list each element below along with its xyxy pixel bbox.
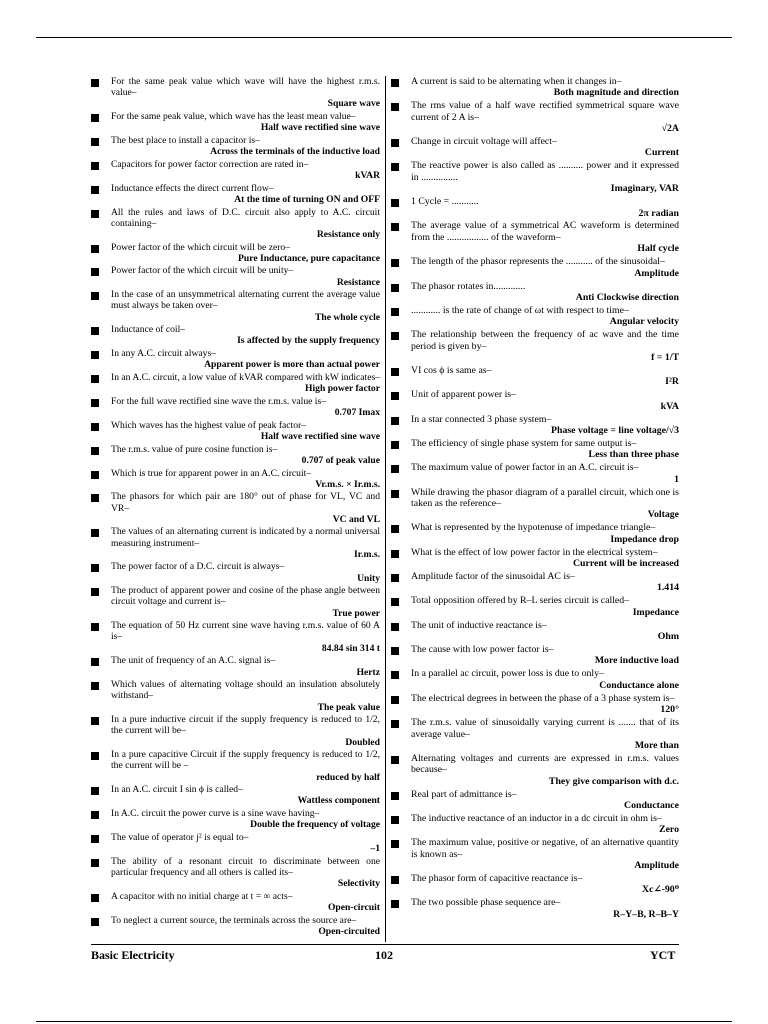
question-item (91, 526, 380, 559)
question-text: Power factor of the which circuit will be zero– (111, 241, 291, 253)
question-item (391, 196, 679, 219)
question-text: In an A.C. circuit, a low value of kVAR compared with kW indicates– (111, 372, 381, 384)
question-item (91, 784, 380, 806)
square-bullet-icon (391, 550, 399, 558)
answer-text: True power (332, 607, 380, 619)
square-bullet-icon (391, 103, 399, 111)
question-item (391, 438, 679, 461)
question-item (91, 856, 380, 889)
square-bullet-icon (391, 223, 399, 231)
question-item (91, 76, 380, 109)
answer-text: Ohm (657, 631, 679, 643)
question-text: For the same peak value, which wave has the least mean value– (111, 111, 356, 123)
answer-text: kVAR (355, 169, 380, 181)
question-item (391, 668, 679, 691)
question-text: The unit of frequency of an A.C. signal is– (111, 655, 276, 667)
question-text: Total opposition offered by R–L series circuit is called– (411, 595, 630, 607)
question-text: The maximum value of power factor in an A.C. circuit is– (411, 462, 639, 474)
question-text: The power factor of a D.C. circuit is always– (111, 561, 285, 573)
question-text: The ability of a resonant circuit to discriminate between one particular frequency and all others is called its– (111, 855, 380, 879)
footer-page-number: 102 (375, 948, 393, 962)
square-bullet-icon (391, 441, 399, 449)
question-text: Unit of apparent power is– (411, 389, 517, 401)
square-bullet-icon (91, 787, 99, 795)
square-bullet-icon (391, 525, 399, 533)
answer-text: Wattless component (297, 795, 380, 807)
question-item (91, 372, 380, 394)
question-text: In a parallel ac circuit, power loss is due to only– (411, 668, 604, 680)
question-text: The r.m.s. value of sinusoidally varying current is ....... that of its average value– (411, 717, 679, 740)
question-item (91, 832, 380, 854)
question-text: The phasor form of capacitive reactance is– (411, 872, 583, 884)
square-bullet-icon (391, 900, 399, 908)
question-item (91, 561, 380, 583)
answer-text: High power factor (305, 383, 380, 395)
question-text: In any A.C. circuit always– (111, 348, 216, 360)
answer-text: Selectivity (337, 878, 380, 890)
question-text: In A.C. circuit the power curve is a sine wave having– (111, 808, 320, 820)
answer-text: Square wave (327, 98, 380, 110)
question-item (91, 159, 380, 181)
question-text: The average value of a symmetrical AC waveform is determined from the ................. of the waveform– (411, 220, 679, 243)
question-text: For the same peak value which wave will have the highest r.m.s. value– (111, 76, 380, 99)
square-bullet-icon (91, 752, 99, 760)
answer-text: Half wave rectified sine wave (260, 122, 380, 134)
question-text: 1 Cycle = ........... (411, 196, 479, 208)
question-item (391, 789, 679, 812)
answer-text: Hertz (356, 666, 380, 678)
question-text: Which waves has the highest value of peak factor– (111, 419, 306, 431)
answer-text: –1 (370, 843, 380, 855)
question-item (91, 655, 380, 677)
question-item (391, 389, 679, 412)
square-bullet-icon (391, 417, 399, 425)
square-bullet-icon (91, 859, 99, 867)
square-bullet-icon (91, 327, 99, 335)
question-text: While drawing the phasor diagram of a parallel circuit, which one is taken as the reference– (411, 486, 679, 510)
square-bullet-icon (91, 162, 99, 170)
question-item (391, 305, 679, 328)
question-item (91, 242, 380, 264)
question-text: In a star connected 3 phase system– (411, 413, 552, 425)
question-text: In a pure capacitive Circuit if the supply frequency is reduced to 1/2, the current will be – (111, 749, 380, 772)
question-text: The efficiency of single phase system for same output is– (411, 437, 637, 449)
question-text: Which is true for apparent power in an A.C. circuit– (111, 467, 312, 479)
column-divider (385, 76, 386, 942)
answer-text: √2A (661, 123, 679, 135)
question-item (91, 679, 380, 712)
question-item (391, 329, 679, 363)
question-text: The inductive reactance of an inductor in a dc circuit in ohm is– (411, 812, 662, 824)
question-item (391, 693, 679, 716)
question-item (91, 420, 380, 442)
answer-text: More inductive load (594, 655, 679, 667)
answer-text: The whole cycle (314, 311, 380, 323)
question-item (391, 837, 679, 871)
question-item (91, 135, 380, 157)
square-bullet-icon (91, 717, 99, 725)
answer-text: Ir.m.s. (353, 548, 380, 560)
answer-text: Open-circuit (327, 902, 380, 914)
question-text: A capacitor with no initial charge at t = ∞ acts– (111, 890, 293, 902)
square-bullet-icon (391, 368, 399, 376)
square-bullet-icon (391, 696, 399, 704)
square-bullet-icon (91, 79, 99, 87)
square-bullet-icon (91, 623, 99, 631)
answer-text: Double the frequency of voltage (250, 819, 380, 831)
question-item (91, 915, 380, 937)
question-text: The rms value of a half wave rectified symmetrical square wave current of 2 A is– (411, 100, 679, 123)
question-text: What is represented by the hypotenuse of impedance triangle– (411, 522, 656, 534)
answer-text: Doubled (345, 736, 380, 748)
question-text: Inductance of coil– (111, 324, 186, 336)
answer-text: They give comparison with d.c. (548, 775, 679, 787)
square-bullet-icon (91, 375, 99, 383)
question-item (91, 183, 380, 205)
bottom-rule (36, 1021, 732, 1022)
question-item (391, 414, 679, 437)
answer-text: I²R (665, 376, 679, 388)
answer-text: More than (634, 739, 679, 751)
square-bullet-icon (91, 186, 99, 194)
answer-text: Less than three phase (588, 449, 679, 461)
question-text: What is the effect of low power factor in the electrical system– (411, 546, 658, 558)
question-item (91, 585, 380, 618)
answer-text: 84.84 sin 314 t (321, 642, 380, 654)
question-text: The cause with low power factor is– (411, 644, 554, 656)
question-text: Capacitors for power factor correction are rated in– (111, 158, 309, 170)
answer-text: At the time of turning ON and OFF (234, 193, 380, 205)
answer-text: kVA (660, 400, 679, 412)
answer-text: Vr.m.s. × Ir.m.s. (315, 478, 380, 490)
footer-book-title: Basic Electricity (91, 948, 175, 962)
question-item (91, 468, 380, 490)
question-text: The phasors for which pair are 180° out of phase for VL, VC and VR– (111, 491, 380, 514)
question-text: Real part of admittance is– (411, 788, 517, 800)
question-text: The maximum value, positive or negative, of an alternative quantity is known as– (411, 837, 679, 860)
answer-text: VC and VL (332, 513, 380, 525)
question-text: In an A.C. circuit I sin ϕ is called– (111, 784, 243, 796)
answer-text: Impedance drop (610, 533, 679, 545)
square-bullet-icon (391, 876, 399, 884)
answer-text: Voltage (647, 509, 679, 521)
square-bullet-icon (91, 471, 99, 479)
answer-text: Unity (357, 572, 380, 584)
question-text: The values of an alternating current is indicated by a normal universal measuring instrument– (111, 526, 380, 549)
question-item (391, 522, 679, 545)
top-rule (36, 37, 732, 38)
question-text: Inductance effects the direct current flow– (111, 182, 274, 194)
answer-text: Zero (659, 824, 679, 836)
square-bullet-icon (91, 835, 99, 843)
answer-text: Apparent power is more than actual power (204, 359, 380, 371)
answer-text: Amplitude (634, 860, 679, 871)
question-item (391, 571, 679, 594)
square-bullet-icon (391, 623, 399, 631)
answer-text: 0.707 Imax (334, 407, 380, 419)
question-text: The equation of 50 Hz current sine wave having r.m.s. value of 60 A is– (111, 620, 380, 643)
answer-text: f = 1/T (651, 351, 679, 363)
answer-text: R–Y–B, R–B–Y (613, 908, 679, 920)
question-item (91, 348, 380, 370)
answer-text: Is affected by the supply frequency (237, 335, 380, 347)
left-column (91, 76, 380, 939)
square-bullet-icon (91, 494, 99, 502)
square-bullet-icon (391, 647, 399, 655)
question-text: A current is said to be alternating when it changes in– (411, 76, 622, 87)
square-bullet-icon (391, 332, 399, 340)
question-text: The best place to install a capacitor is– (111, 134, 260, 146)
question-text: Which values of alternating voltage should an insulation absolutely withstand– (111, 679, 380, 702)
square-bullet-icon (391, 756, 399, 764)
question-text: Alternating voltages and currents are expressed in r.m.s. values because– (411, 752, 679, 776)
question-item (391, 620, 679, 643)
answer-text: 2π radian (638, 207, 679, 219)
answer-text: Both magnitude and direction (553, 87, 679, 99)
square-bullet-icon (91, 245, 99, 253)
question-item (91, 491, 380, 524)
question-text: The value of operator j² is equal to– (111, 832, 249, 844)
answer-text: 120° (660, 704, 679, 716)
question-item (391, 281, 679, 304)
answer-text: Angular velocity (609, 316, 679, 328)
question-text: The length of the phasor represents the ........... of the sinusoidal– (411, 256, 665, 268)
square-bullet-icon (391, 163, 399, 171)
answer-text: Pure Inductance, pure capacitance (238, 252, 380, 264)
answer-text: Impedance (632, 606, 679, 618)
square-bullet-icon (91, 811, 99, 819)
square-bullet-icon (391, 792, 399, 800)
answer-text: Conductance (624, 799, 679, 811)
question-item (391, 813, 679, 836)
answer-text: reduced by half (316, 771, 380, 783)
question-item (91, 749, 380, 782)
question-item (91, 265, 380, 287)
square-bullet-icon (391, 308, 399, 316)
square-bullet-icon (91, 588, 99, 596)
question-item (391, 100, 679, 134)
answer-text: Current will be increased (572, 558, 679, 570)
answer-text: Amplitude (634, 267, 679, 279)
footer-rule (91, 944, 679, 945)
answer-text: Resistance (336, 276, 380, 288)
right-column (391, 76, 679, 922)
question-item (391, 547, 679, 570)
question-item (391, 256, 679, 279)
question-item (391, 160, 679, 194)
question-text: Change in circuit voltage will affect– (411, 136, 557, 148)
square-bullet-icon (91, 682, 99, 690)
question-text: The unit of inductive reactance is– (411, 619, 547, 631)
answer-text: The peak value (317, 701, 380, 713)
question-item (391, 462, 679, 485)
square-bullet-icon (391, 840, 399, 848)
square-bullet-icon (391, 816, 399, 824)
question-text: In the case of an unsymmetrical alternating current the average value must always be taken over– (111, 289, 380, 312)
question-text: The relationship between the frequency of ac wave and the time period is given by– (411, 329, 679, 352)
question-item (391, 717, 679, 751)
square-bullet-icon (391, 598, 399, 606)
question-item (391, 365, 679, 388)
question-item (391, 873, 679, 896)
question-item (91, 444, 380, 466)
question-text: For the full wave rectified sine wave the r.m.s. value is– (111, 395, 326, 407)
question-text: Power factor of the which circuit will be unity– (111, 265, 294, 277)
square-bullet-icon (91, 894, 99, 902)
square-bullet-icon (391, 671, 399, 679)
square-bullet-icon (91, 268, 99, 276)
question-item (91, 714, 380, 747)
square-bullet-icon (391, 720, 399, 728)
answer-text: 1 (674, 473, 679, 485)
answer-text: Across the terminals of the inductive load (210, 146, 380, 158)
square-bullet-icon (391, 139, 399, 147)
square-bullet-icon (391, 465, 399, 473)
question-item (391, 897, 679, 920)
square-bullet-icon (91, 210, 99, 218)
question-item (391, 753, 679, 787)
square-bullet-icon (91, 918, 99, 926)
question-item (391, 136, 679, 159)
question-text: The product of apparent power and cosine of the phase angle between circuit voltage and current is– (111, 585, 380, 608)
question-item (91, 289, 380, 322)
answer-text: Xc∠-90⁰ (642, 884, 679, 896)
question-item (391, 76, 679, 99)
question-text: VI cos ϕ is same as– (411, 364, 492, 376)
question-text: Amplitude factor of the sinusoidal AC is– (411, 571, 575, 583)
answer-text: Half wave rectified sine wave (260, 430, 380, 442)
question-item (91, 207, 380, 240)
square-bullet-icon (91, 658, 99, 666)
question-item (91, 808, 380, 830)
answer-text: Open-circuited (318, 925, 380, 937)
square-bullet-icon (391, 259, 399, 267)
answer-text: Phase voltage = line voltage/√3 (551, 425, 679, 436)
square-bullet-icon (91, 114, 99, 122)
question-text: ............ is the rate of change of ωt with respect to time– (411, 304, 629, 316)
square-bullet-icon (91, 564, 99, 572)
square-bullet-icon (91, 351, 99, 359)
square-bullet-icon (391, 490, 399, 498)
question-item (91, 891, 380, 913)
question-text: The reactive power is also called as .......... power and it expressed in ............... (411, 160, 679, 183)
question-item (391, 220, 679, 254)
question-item (91, 396, 380, 418)
answer-text: Imaginary, VAR (610, 183, 679, 195)
question-item (391, 595, 679, 618)
answer-text: Conductance alone (599, 679, 679, 691)
question-item (91, 111, 380, 133)
square-bullet-icon (91, 447, 99, 455)
question-text: To neglect a current source, the terminals across the source are– (111, 914, 357, 926)
square-bullet-icon (91, 423, 99, 431)
question-text: The two possible phase sequence are– (411, 897, 561, 909)
question-text: The electrical degrees in between the phase of a 3 phase system is– (411, 692, 675, 704)
square-bullet-icon (91, 399, 99, 407)
answer-text: 0.707 of peak value (301, 454, 380, 466)
square-bullet-icon (91, 292, 99, 300)
square-bullet-icon (391, 392, 399, 400)
answer-text: Half cycle (637, 243, 679, 255)
square-bullet-icon (391, 284, 399, 292)
square-bullet-icon (391, 79, 399, 87)
question-item (91, 620, 380, 653)
question-text: The phasor rotates in............. (411, 280, 526, 292)
question-text: In a pure inductive circuit if the supply frequency is reduced to 1/2, the current will be– (111, 714, 380, 737)
answer-text: Current (644, 147, 679, 159)
square-bullet-icon (91, 529, 99, 537)
question-item (391, 644, 679, 667)
square-bullet-icon (91, 138, 99, 146)
answer-text: Resistance only (316, 228, 380, 240)
question-text: The r.m.s. value of pure cosine function is– (111, 443, 278, 455)
answer-text: Anti Clockwise direction (575, 291, 679, 303)
answer-text: 1.414 (656, 582, 679, 594)
question-item (391, 487, 679, 521)
square-bullet-icon (391, 199, 399, 207)
footer-publisher: YCT (650, 948, 676, 962)
question-text: All the rules and laws of D.C. circuit also apply to A.C. circuit containing– (111, 206, 380, 229)
square-bullet-icon (391, 574, 399, 582)
question-item (91, 324, 380, 346)
